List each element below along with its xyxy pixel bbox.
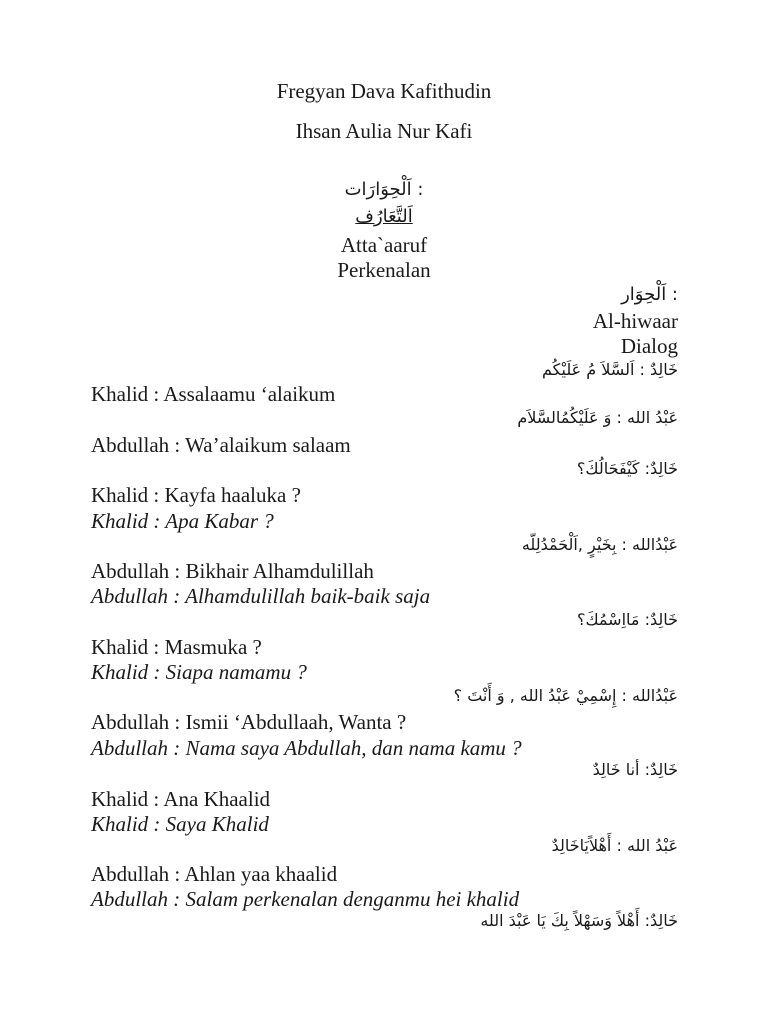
section-translation: Dialog — [620, 334, 678, 358]
dialog-arabic-line: عَبْدُ الله : أَهْلاًيَاخَالِدٌ — [551, 836, 678, 855]
dialog-latin-line: Abdullah : Ahlan yaa khaalid — [91, 862, 338, 886]
section-arabic-heading: : اَلْحِوَار — [621, 284, 678, 305]
dialog-latin-line: Khalid : Masmuka ? — [91, 635, 262, 659]
topic-arabic-title: اَلتَّعَارُف — [355, 206, 413, 227]
dialog-meaning-line: Khalid : Siapa namamu ? — [91, 660, 307, 684]
topic-translation: Perkenalan — [337, 258, 431, 282]
section-transliteration: Al-hiwaar — [592, 309, 678, 333]
dialog-meaning-line: Abdullah : Alhamdulillah baik-baik saja — [91, 584, 431, 608]
dialog-arabic-line: خَالِدٌ: أَهْلاً وَسَهْلاً بِكَ يَا عَبْدَ الله — [480, 911, 678, 930]
dialog-arabic-line: عَبْدُالله : بِخَيْرٍ ,اَلْحَمْدُلِلّه — [521, 535, 678, 554]
topic-transliteration: Atta`aaruf — [340, 233, 428, 257]
dialog-arabic-line: خَالِدٌ: كَيْفَحَالُكَ؟ — [576, 459, 678, 478]
dialog-latin-line: Khalid : Assalaamu ‘alaikum — [91, 382, 336, 406]
dialog-arabic-line: خَالِدٌ : اَلسَّلاَ مُ عَلَيْكُم — [542, 360, 678, 379]
dialog-arabic-line: خَالِدٌ: مَااِسْمُكَ؟ — [576, 610, 678, 629]
dialog-latin-line: Abdullah : Ismii ‘Abdullaah, Wanta ? — [91, 710, 407, 734]
author-name-2: Ihsan Aulia Nur Kafi — [295, 119, 473, 143]
author-name-1: Fregyan Dava Kafithudin — [276, 79, 492, 103]
dialog-latin-line: Abdullah : Bikhair Alhamdulillah — [91, 559, 374, 583]
dialog-latin-line: Khalid : Ana Khaalid — [91, 787, 271, 811]
topic-arabic-heading: : اَلْحِوَارَات — [344, 179, 424, 200]
dialog-arabic-line: عَبْدُ الله : وَ عَلَيْكُمُالسَّلاَم — [517, 408, 678, 427]
dialog-arabic-line: عَبْدُالله : إِسْمِيْ عَبْدُ الله , وَ أَنْتَ ؟ — [453, 686, 678, 705]
dialog-latin-line: Khalid : Kayfa haaluka ? — [91, 483, 301, 507]
dialog-arabic-line: خَالِدٌ: أنا خَالِدٌ — [592, 760, 678, 779]
dialog-meaning-line: Khalid : Saya Khalid — [91, 812, 269, 836]
dialog-meaning-line: Abdullah : Nama saya Abdullah, dan nama kamu ? — [91, 736, 522, 760]
dialog-latin-line: Abdullah : Wa’alaikum salaam — [91, 433, 351, 457]
dialog-meaning-line: Khalid : Apa Kabar ? — [91, 509, 274, 533]
dialog-meaning-line: Abdullah : Salam perkenalan denganmu hei khalid — [91, 887, 520, 911]
